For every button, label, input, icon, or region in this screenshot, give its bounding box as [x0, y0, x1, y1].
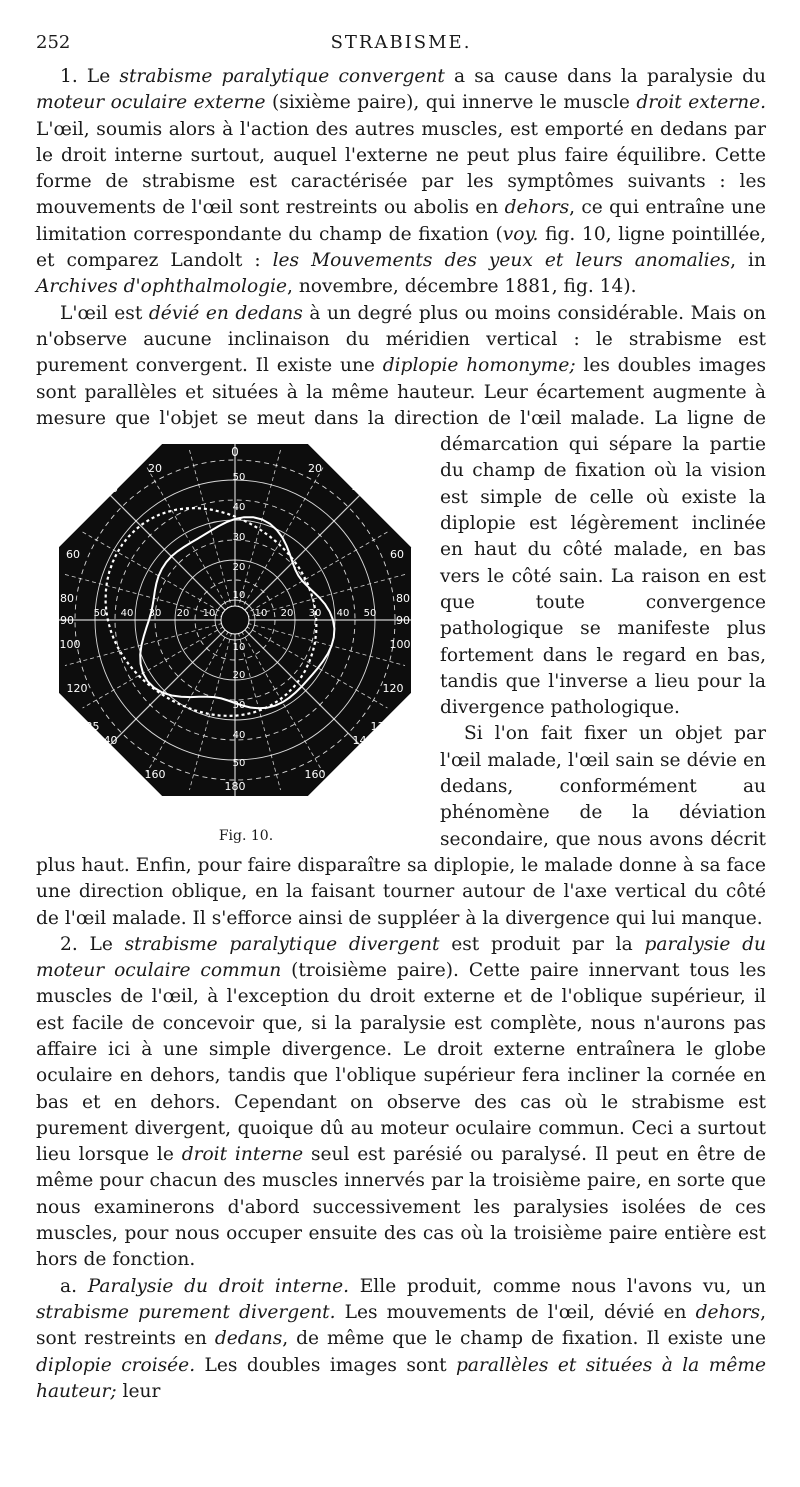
- figure-caption: Fig. 10.: [218, 828, 274, 845]
- scale-label-left: 10: [202, 608, 216, 620]
- meridian-label-180: 180: [224, 780, 246, 794]
- meridian-label-120-left: 120: [66, 682, 88, 696]
- scale-label-right: 30: [308, 608, 322, 620]
- meridian-label-45-left: 45: [78, 504, 92, 518]
- meridian-label-40-left: 40: [104, 482, 118, 496]
- scale-label-left: 50: [93, 608, 107, 620]
- paragraph-1: 1. Le strabisme paralytique convergent a sa cause dans la paralysie du moteur oculaire externe (sixième paire), qui innerve le muscle droit externe. L'œil, soumis alors à l'action des autres muscles, est emporté en dedans par le droit interne surtout, auquel l'externe ne peut plus faire équilibre. Cette forme de strabisme est caractérisée par les symptômes suivants : les mouvements de l'œil sont restreints ou abolis en dehors, ce qui entraîne une limitation correspondante du champ de fixation (voy. fig. 10, ligne pointillée, et comparez Landolt : les Mouvements des yeux et leurs anomalies, in Archives d'ophthalmologie, novembre, décembre 1881, fig. 14).: [36, 66, 766, 298]
- scale-label-down: 50: [232, 758, 246, 770]
- meridian-label-135-right: 135: [370, 720, 392, 734]
- scale-label-left: 20: [176, 608, 190, 620]
- scale-label-up: 40: [232, 502, 246, 514]
- meridian-label-60-left: 60: [66, 548, 80, 562]
- meridian-label-160-left: 160: [144, 768, 166, 782]
- meridian-label-40-right: 40: [352, 482, 366, 496]
- paragraph-2: L'œil est dévié en dedans à un degré plus ou moins considérable. Mais on n'observe aucune inclinaison du méridien vertical : le strabisme est purement convergent. Il existe une diplopie homonyme; les doubles images sont parallèles et situées à la même hauteur. Leur écartement augmente à mesure que l'objet se meut dans la direction de l'œil malade. La ligne de démarcation qui sépare 0 20 20 40 40 45 45 60 60 80 80 90 90 100 100 120 120 135 135 140 140 160 160 180 50 40 30 20 10 10 20 30 40 50 50 40 30 20 10 10 20 30 40 50 Fig. 10. la partie du champ de fixation où la vision est simple de celle où existe la diplopie est légèrement inclinée en haut du côté malade, en bas vers le côté sain. La raison en est que toute convergence pathologique se manifeste plus fortement dans le regard en bas, tandis que l'inverse a lieu pour la divergence pathologique.: [36, 301, 766, 722]
- meridian-label-135-left: 135: [78, 720, 100, 734]
- fixation-field-diagram: [36, 438, 432, 818]
- figure-10: [36, 436, 432, 846]
- scale-label-up: 20: [232, 562, 246, 574]
- meridian-label-80-right: 80: [396, 592, 410, 606]
- scale-label-right: 40: [336, 608, 350, 620]
- paragraph-4: 2. Le strabisme paralytique divergent est produit par la paralysie du moteur oculaire commun (troisième paire). Cette paire innervant tous les muscles de l'œil, à l'exception du droit externe et de l'oblique supérieur, il est facile de concevoir que, si la paralysie est complète, nous n'aurons pas affaire ici à une simple divergence. Le droit externe entraînera le globe oculaire en dehors, tandis que l'oblique supérieur fera incliner la cornée en bas et en dehors. Cependant on observe des cas où le strabisme est purement divergent, quoique dû au moteur oculaire commun. Ceci a surtout lieu lorsque le droit interne seul est parésié ou paralysé. Il peut en être de même pour chacun des muscles innervés par la troisième paire, en sorte que nous examinerons d'abord successivement les paralysies isolées de ces muscles, pour nous occuper ensuite des cas où la troisième paire entière est hors de fonction.: [36, 933, 766, 1271]
- scale-label-up: 10: [232, 590, 246, 602]
- meridian-label-140-right: 140: [352, 734, 374, 748]
- center-disc: [221, 606, 249, 634]
- meridian-label-90-left: 90: [60, 614, 74, 628]
- scale-label-left: 30: [148, 608, 162, 620]
- scale-label-up: 50: [232, 472, 246, 484]
- scale-label-down: 30: [232, 700, 246, 712]
- page: [36, 28, 766, 1405]
- meridian-label-60-right: 60: [390, 548, 404, 562]
- meridian-label-140-left: 140: [96, 734, 118, 748]
- paragraph-5: a. Paralysie du droit interne. Elle produit, comme nous l'avons vu, un strabisme purement divergent. Les mouvements de l'œil, dévié en dehors, sont restreints en dedans, de même que le champ de fixation. Il existe une diplopie croisée. Les doubles images sont parallèles et situées à la même hauteur; leur: [36, 1275, 766, 1402]
- scale-label-right: 20: [280, 608, 294, 620]
- meridian-label-120-right: 120: [382, 682, 404, 696]
- meridian-label-20-left: 20: [148, 462, 162, 476]
- scale-label-up: 30: [232, 532, 246, 544]
- meridian-label-45-right: 45: [378, 504, 392, 518]
- page-header: [36, 28, 766, 56]
- meridian-label-160-right: 160: [304, 768, 326, 782]
- meridian-label-90-right: 90: [396, 614, 410, 628]
- scale-label-right: 50: [363, 608, 377, 620]
- running-title: STRABISME.: [330, 32, 472, 53]
- meridian-label-100-left: 100: [59, 638, 81, 652]
- scale-label-left: 40: [120, 608, 134, 620]
- page-number: 252: [36, 32, 71, 53]
- body-text: [36, 64, 766, 1405]
- meridian-label-100-right: 100: [389, 638, 411, 652]
- scale-label-down: 40: [232, 730, 246, 742]
- meridian-label-80-left: 80: [60, 592, 74, 606]
- scale-label-down: 10: [232, 642, 246, 654]
- meridian-label-0: 0: [231, 445, 239, 460]
- scale-label-down: 20: [232, 670, 246, 682]
- meridian-label-20-right: 20: [308, 462, 322, 476]
- scale-label-right: 10: [254, 608, 268, 620]
- paragraph-3: Si l'on fait fixer un objet par l'œil malade, l'œil sain se dévie en dedans, conformément au phénomène de la déviation secondaire, que nous avons décrit plus haut. Enfin, pour faire disparaître sa diplopie, le malade donne à sa face une direction oblique, en la faisant tourner autour de l'axe vertical du côté de l'œil malade. Il s'efforce ainsi de suppléer à la divergence qui lui manque.: [36, 723, 766, 929]
